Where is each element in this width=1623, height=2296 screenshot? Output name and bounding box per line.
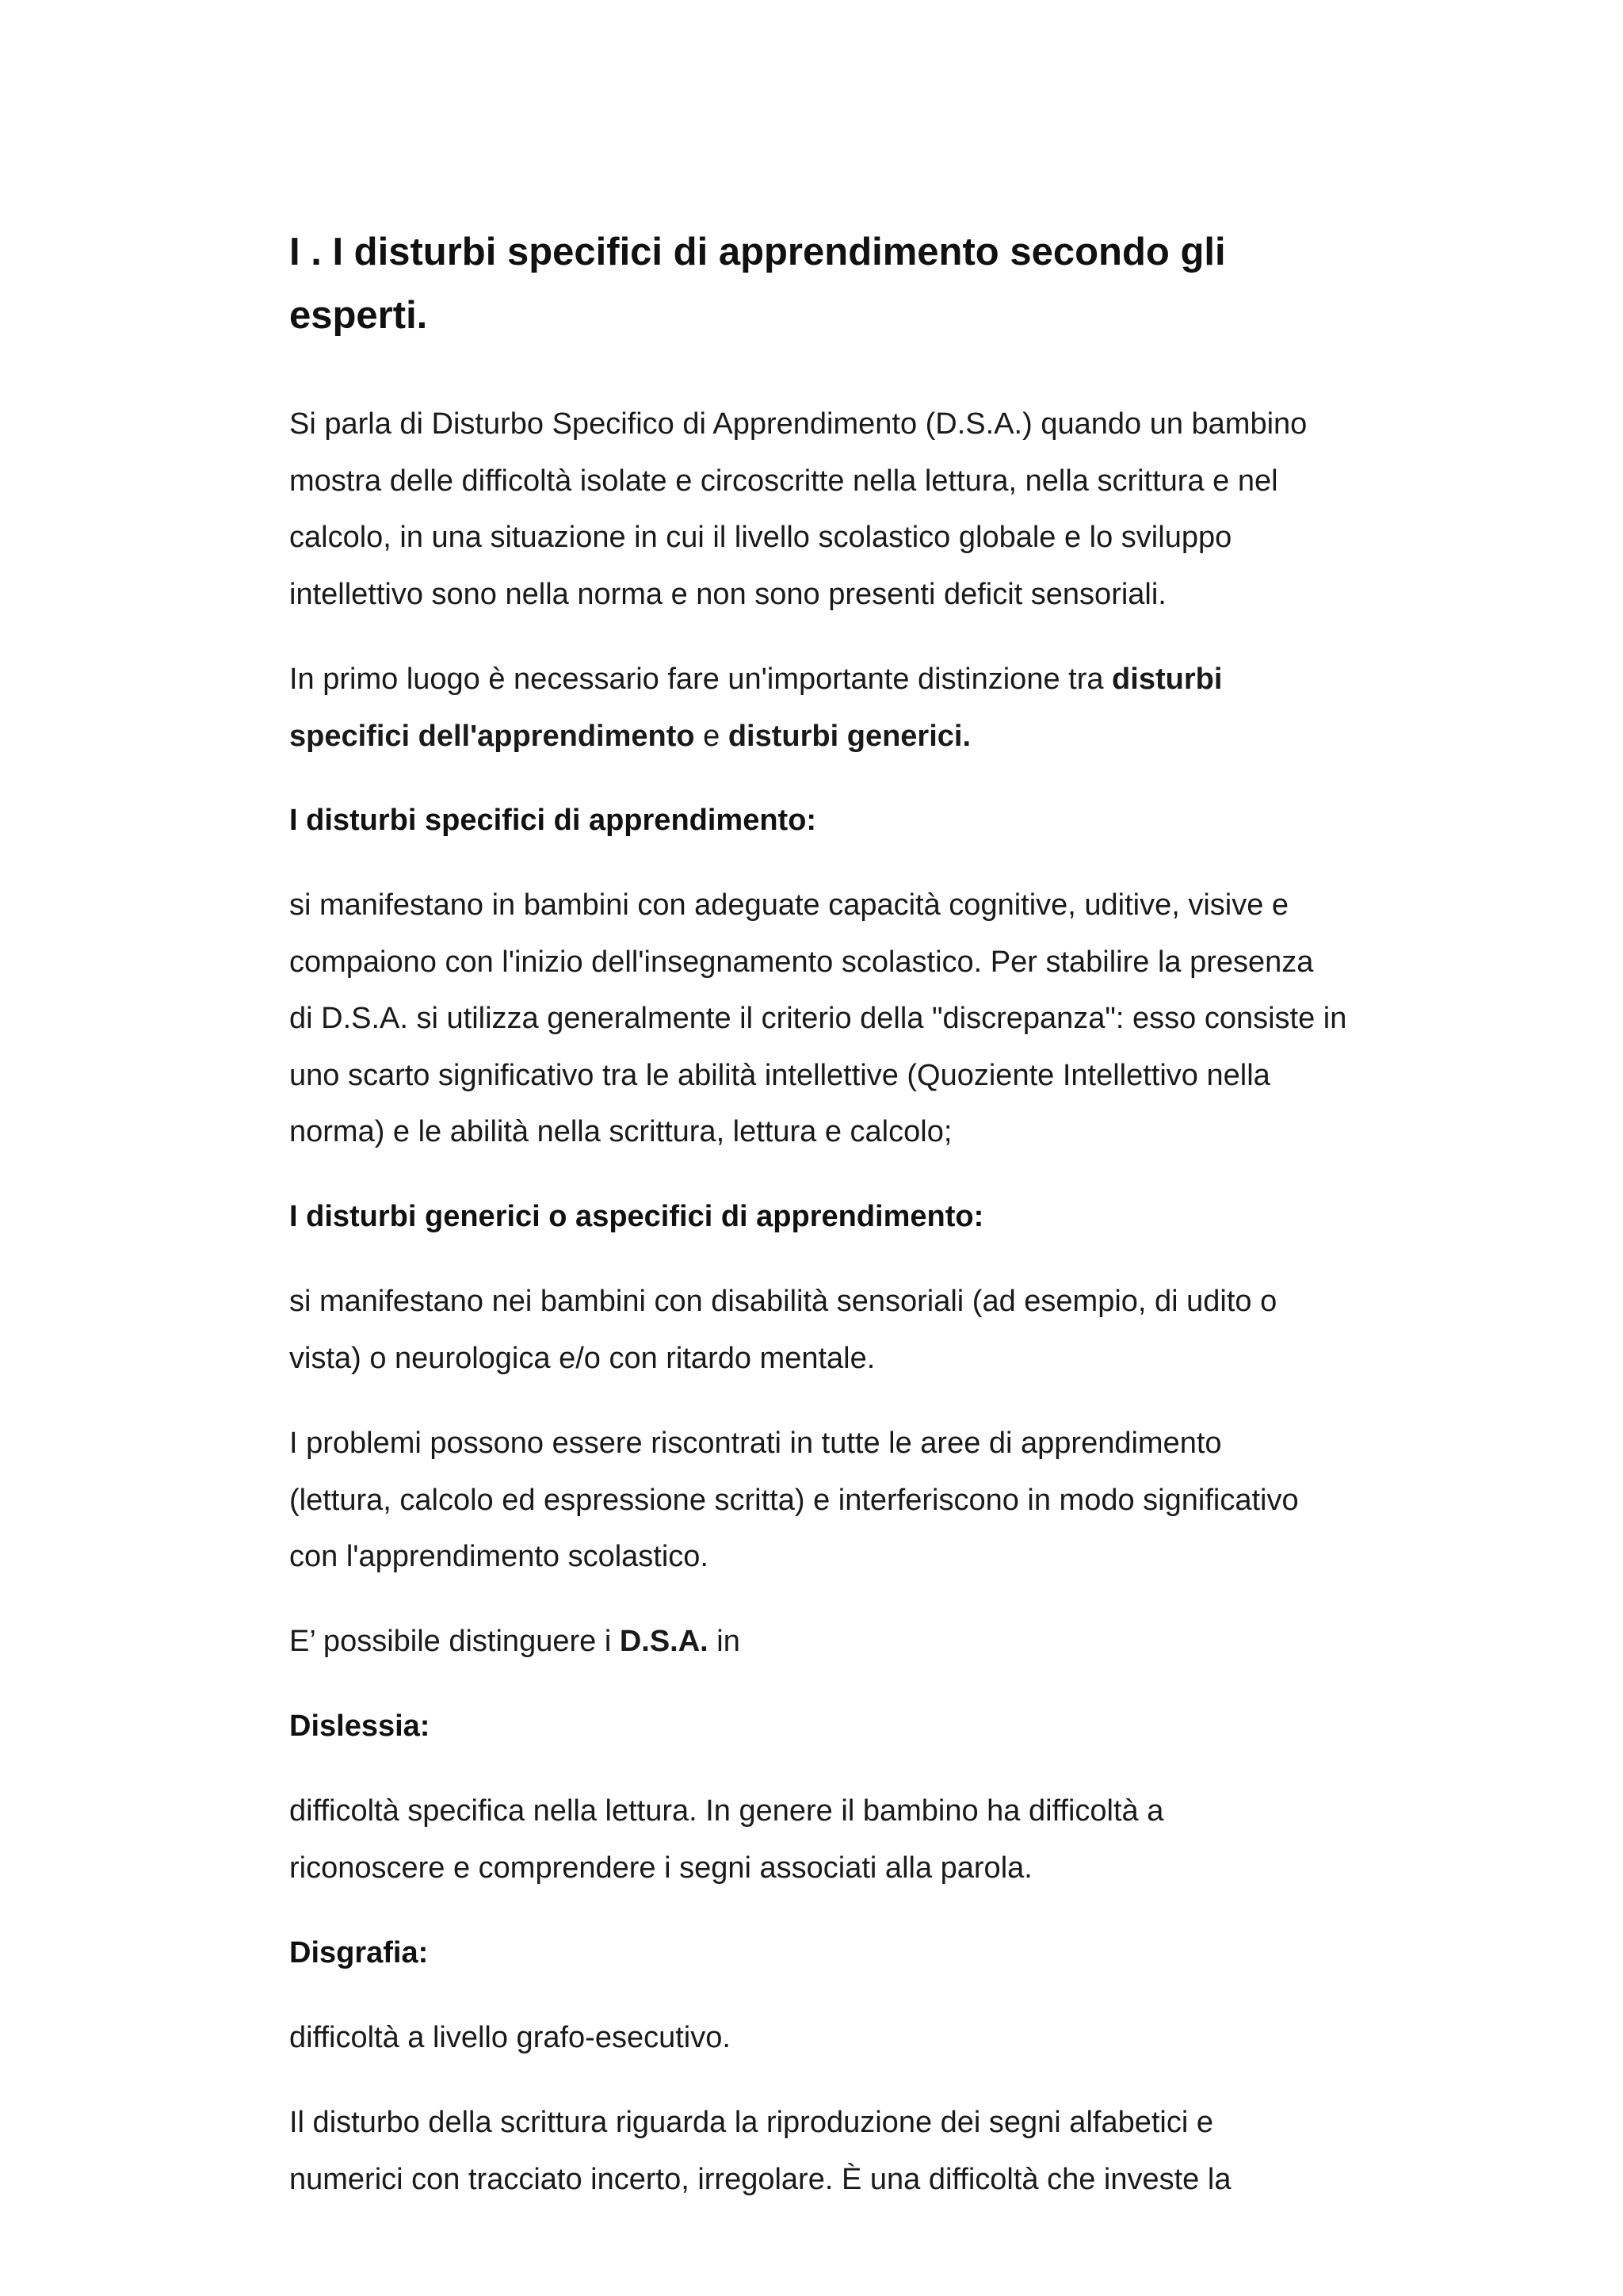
text-line: In primo luogo è necessario fare un'importante distinzione tra xyxy=(289,663,1113,696)
text-line: I problemi possono essere riscontrati in tutte le aree di apprendimento xyxy=(289,1427,1222,1460)
text-line: calcolo, in una situazione in cui il livello scolastico globale e lo sviluppo xyxy=(289,521,1232,554)
text-fragment: in xyxy=(708,1625,740,1658)
text-line: intellettivo sono nella norma e non sono presenti deficit sensoriali. xyxy=(289,577,1167,611)
text-line: numerici con tracciato incerto, irregolare. È una difficoltà che investe la xyxy=(289,2162,1232,2196)
page-title xyxy=(289,220,1399,347)
text-line: con l'apprendimento scolastico. xyxy=(289,1540,708,1573)
title-line: I . I disturbi specifici di apprendimento secondo gli xyxy=(289,231,1226,273)
text-line: compaiono con l'inizio dell'insegnamento scolastico. Per stabilire la presenza xyxy=(289,945,1314,979)
bold-term: specifici dell'apprendimento xyxy=(289,719,695,753)
title-line: esperti. xyxy=(289,294,428,337)
text-line: (lettura, calcolo ed espressione scritta) e interferiscono in modo significativo xyxy=(289,1483,1299,1517)
text-fragment: e xyxy=(694,719,728,753)
text-fragment: E’ possibile distinguere i xyxy=(289,1625,620,1658)
text-line: Si parla di Disturbo Specifico di Apprendimento (D.S.A.) quando un bambino xyxy=(289,407,1308,441)
text-line: vista) o neurologica e/o con ritardo mentale. xyxy=(289,1341,876,1375)
specific-disorders-paragraph xyxy=(289,877,1399,1161)
text-line: si manifestano in bambini con adeguate capacità cognitive, uditive, visive e xyxy=(289,888,1289,922)
heading-dysgraphia: Disgrafia: xyxy=(289,1936,429,1969)
text-line: Il disturbo della scrittura riguarda la riproduzione dei segni alfabetici e xyxy=(289,2106,1213,2139)
intro-paragraph xyxy=(289,396,1399,623)
generic-disorders-paragraph xyxy=(289,1274,1399,1387)
distinguish-paragraph xyxy=(289,1614,1399,1671)
text-line: si manifestano nei bambini con disabilità sensoriali (ad esempio, di udito o xyxy=(289,1285,1277,1318)
text-line: riconoscere e comprendere i segni associati alla parola. xyxy=(289,1851,1033,1885)
text-line: difficoltà specifica nella lettura. In genere il bambino ha difficoltà a xyxy=(289,1794,1164,1828)
bold-term: D.S.A. xyxy=(619,1625,708,1658)
text-line: mostra delle difficoltà isolate e circoscritte nella lettura, nella scrittura e nel xyxy=(289,464,1278,498)
text-line: norma) e le abilità nella scrittura, lettura e calcolo; xyxy=(289,1115,953,1148)
problems-paragraph xyxy=(289,1415,1399,1586)
bold-term: disturbi xyxy=(1112,663,1223,696)
heading-specific-disorders: I disturbi specifici di apprendimento: xyxy=(289,804,817,837)
writing-disorder-paragraph xyxy=(289,2095,1399,2208)
heading-dyslexia: Dislessia: xyxy=(289,1710,430,1743)
dyslexia-paragraph xyxy=(289,1783,1399,1897)
heading-generic-disorders: I disturbi generici o aspecifici di apprendimento: xyxy=(289,1200,984,1233)
text-line: uno scarto significativo tra le abilità intellettive (Quoziente Intellettivo nella xyxy=(289,1058,1270,1092)
dysgraphia-paragraph: difficoltà a livello grafo-esecutivo. xyxy=(289,2021,731,2054)
bold-term: disturbi generici. xyxy=(727,719,972,753)
text-line: di D.S.A. si utilizza generalmente il criterio della "discrepanza": esso consiste in xyxy=(289,1002,1347,1035)
distinction-paragraph xyxy=(289,651,1399,765)
